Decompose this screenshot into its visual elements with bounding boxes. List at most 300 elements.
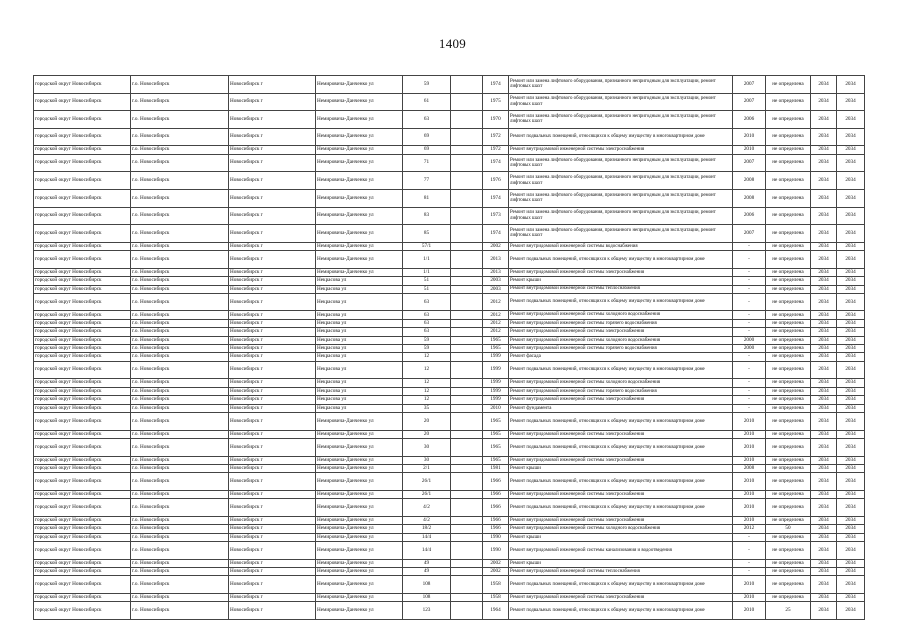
cell-building (451, 285, 483, 293)
cell-cost: не определена (766, 128, 811, 146)
table-row (34, 568, 865, 576)
cell-district: г.о. Новосибирск (131, 319, 229, 327)
cell-building (451, 456, 483, 464)
cell-building (451, 404, 483, 412)
cell-house-number: 4/2 (403, 516, 451, 524)
cell-house-number: 59 (403, 76, 451, 94)
cell-municipality: городской округ Новосибирск (34, 533, 131, 541)
cell-house-number: 63 (403, 328, 451, 336)
cell-building (451, 464, 483, 472)
cell-locality: Новосибирск г (229, 76, 316, 94)
cell-municipality: городской округ Новосибирск (34, 525, 131, 533)
cell-year-built: 1999 (483, 396, 509, 404)
cell-cost: не определена (766, 438, 811, 456)
cell-street: Некрасова ул (316, 319, 403, 327)
cell-locality: Новосибирск г (229, 473, 316, 491)
cell-plan-end: 2034 (837, 499, 865, 517)
cell-plan-start: 2034 (811, 319, 837, 327)
cell-last-repair-year: - (733, 277, 766, 285)
table-row (34, 76, 865, 94)
cell-plan-end: 2034 (837, 430, 865, 438)
cell-district: г.о. Новосибирск (131, 533, 229, 541)
cell-work-type: Ремонт подвальных помещений, относящихся к общему имуществу в многоквартирном доме (509, 499, 733, 517)
cell-cost: не определена (766, 361, 811, 379)
cell-municipality: городской округ Новосибирск (34, 225, 131, 243)
cell-work-type: Ремонт фасада (509, 353, 733, 361)
cell-cost: не определена (766, 146, 811, 154)
cell-work-type: Ремонт внутридомовой инженерной системы теплоснабжения (509, 285, 733, 293)
cell-street: Немировича-Данченко ул (316, 456, 403, 464)
cell-district: г.о. Новосибирск (131, 93, 229, 111)
cell-plan-end: 2034 (837, 438, 865, 456)
cell-cost: не определена (766, 542, 811, 560)
cell-house-number: 12 (403, 396, 451, 404)
cell-cost: не определена (766, 456, 811, 464)
cell-plan-start: 2034 (811, 345, 837, 353)
table-row (34, 311, 865, 319)
cell-building (451, 172, 483, 190)
table-row (34, 128, 865, 146)
cell-street: Немировича-Данченко ул (316, 412, 403, 430)
cell-year-built: 1965 (483, 345, 509, 353)
cell-last-repair-year: 2007 (733, 225, 766, 243)
cell-house-number: 63 (403, 319, 451, 327)
cell-cost: не определена (766, 430, 811, 438)
cell-last-repair-year: 2010 (733, 438, 766, 456)
cell-plan-start: 2034 (811, 379, 837, 387)
cell-street: Некрасова ул (316, 404, 403, 412)
cell-locality: Новосибирск г (229, 404, 316, 412)
cell-house-number: 69 (403, 128, 451, 146)
cell-work-type: Ремонт подвальных помещений, относящихся к общему имуществу в многоквартирном доме (509, 473, 733, 491)
cell-plan-end: 2034 (837, 154, 865, 172)
cell-cost: не определена (766, 93, 811, 111)
cell-building (451, 602, 483, 620)
cell-building (451, 146, 483, 154)
cell-plan-start: 2034 (811, 594, 837, 602)
cell-locality: Новосибирск г (229, 207, 316, 225)
table-row (34, 172, 865, 190)
cell-building (451, 387, 483, 395)
cell-year-built: 1976 (483, 172, 509, 190)
cell-work-type: Ремонт внутридомовой инженерной системы холодного водоснабжения (509, 311, 733, 319)
cell-district: г.о. Новосибирск (131, 76, 229, 94)
cell-work-type: Ремонт внутридомовой инженерной системы горячего водоснабжения (509, 345, 733, 353)
table-row (34, 336, 865, 344)
cell-district: г.о. Новосибирск (131, 473, 229, 491)
cell-last-repair-year: - (733, 404, 766, 412)
cell-locality: Новосибирск г (229, 172, 316, 190)
cell-last-repair-year: - (733, 353, 766, 361)
cell-plan-end: 2034 (837, 464, 865, 472)
cell-work-type: Ремонт внутридомовой инженерной системы электроснабжения (509, 396, 733, 404)
cell-municipality: городской округ Новосибирск (34, 328, 131, 336)
cell-plan-end: 2034 (837, 516, 865, 524)
cell-street: Немировича-Данченко ул (316, 464, 403, 472)
cell-street: Немировича-Данченко ул (316, 516, 403, 524)
table-row (34, 293, 865, 311)
cell-last-repair-year: - (733, 542, 766, 560)
cell-plan-start: 2034 (811, 396, 837, 404)
cell-work-type: Ремонт внутридомовой инженерной системы электроснабжения (509, 430, 733, 438)
cell-locality: Новосибирск г (229, 594, 316, 602)
cell-municipality: городской округ Новосибирск (34, 293, 131, 311)
cell-street: Немировича-Данченко ул (316, 93, 403, 111)
cell-house-number: 12 (403, 379, 451, 387)
cell-municipality: городской округ Новосибирск (34, 336, 131, 344)
cell-cost: 25 (766, 602, 811, 620)
cell-year-built: 1981 (483, 464, 509, 472)
cell-year-built: 1999 (483, 387, 509, 395)
cell-cost: не определена (766, 345, 811, 353)
cell-year-built: 2013 (483, 268, 509, 276)
cell-municipality: городской округ Новосибирск (34, 396, 131, 404)
cell-last-repair-year: - (733, 533, 766, 541)
cell-district: г.о. Новосибирск (131, 285, 229, 293)
cell-locality: Новосибирск г (229, 189, 316, 207)
cell-house-number: 108 (403, 576, 451, 594)
cell-work-type: Ремонт внутридомовой инженерной системы водоснабжения (509, 242, 733, 250)
cell-last-repair-year: 2007 (733, 154, 766, 172)
cell-plan-start: 2034 (811, 328, 837, 336)
cell-plan-start: 2034 (811, 568, 837, 576)
cell-year-built: 2002 (483, 242, 509, 250)
cell-municipality: городской округ Новосибирск (34, 207, 131, 225)
cell-district: г.о. Новосибирск (131, 499, 229, 517)
cell-building (451, 189, 483, 207)
cell-plan-end: 2034 (837, 311, 865, 319)
cell-district: г.о. Новосибирск (131, 189, 229, 207)
cell-year-built: 1965 (483, 412, 509, 430)
cell-building (451, 568, 483, 576)
table-row (34, 225, 865, 243)
cell-plan-end: 2034 (837, 576, 865, 594)
cell-street: Немировича-Данченко ул (316, 268, 403, 276)
cell-house-number: 20 (403, 412, 451, 430)
cell-district: г.о. Новосибирск (131, 516, 229, 524)
cell-year-built: 1958 (483, 576, 509, 594)
cell-municipality: городской округ Новосибирск (34, 464, 131, 472)
cell-street: Немировича-Данченко ул (316, 76, 403, 94)
cell-year-built: 1965 (483, 430, 509, 438)
cell-plan-end: 2034 (837, 387, 865, 395)
cell-building (451, 277, 483, 285)
cell-street: Немировича-Данченко ул (316, 242, 403, 250)
cell-municipality: городской округ Новосибирск (34, 438, 131, 456)
cell-house-number: 71 (403, 154, 451, 172)
cell-district: г.о. Новосибирск (131, 568, 229, 576)
cell-work-type: Ремонт или замена лифтового оборудования, признанного непригодным для эксплуатации, ремонт лифтовых шахт (509, 207, 733, 225)
cell-work-type: Ремонт внутридомовой инженерной системы горячего водоснабжения (509, 319, 733, 327)
cell-plan-start: 2034 (811, 499, 837, 517)
cell-municipality: городской округ Новосибирск (34, 93, 131, 111)
cell-last-repair-year: 2000 (733, 336, 766, 344)
cell-locality: Новосибирск г (229, 568, 316, 576)
cell-locality: Новосибирск г (229, 361, 316, 379)
cell-plan-start: 2034 (811, 559, 837, 567)
cell-year-built: 1966 (483, 490, 509, 498)
cell-last-repair-year: 2010 (733, 430, 766, 438)
cell-street: Немировича-Данченко ул (316, 430, 403, 438)
cell-year-built: 1999 (483, 361, 509, 379)
cell-street: Некрасова ул (316, 277, 403, 285)
cell-work-type: Ремонт или замена лифтового оборудования, признанного непригодным для эксплуатации, ремонт лифтовых шахт (509, 225, 733, 243)
cell-year-built: 1974 (483, 76, 509, 94)
cell-house-number: 51 (403, 277, 451, 285)
cell-street: Немировича-Данченко ул (316, 154, 403, 172)
cell-building (451, 311, 483, 319)
cell-work-type: Ремонт или замена лифтового оборудования, признанного непригодным для эксплуатации, ремонт лифтовых шахт (509, 189, 733, 207)
cell-plan-end: 2034 (837, 559, 865, 567)
cell-year-built: 2012 (483, 319, 509, 327)
cell-building (451, 251, 483, 269)
cell-cost: не определена (766, 172, 811, 190)
cell-house-number: 14/4 (403, 542, 451, 560)
table-row (34, 430, 865, 438)
table-row (34, 516, 865, 524)
table-row (34, 533, 865, 541)
register-body (34, 76, 865, 620)
cell-locality: Новосибирск г (229, 251, 316, 269)
cell-plan-end: 2034 (837, 285, 865, 293)
cell-plan-start: 2034 (811, 404, 837, 412)
cell-locality: Новосибирск г (229, 387, 316, 395)
cell-work-type: Ремонт подвальных помещений, относящихся к общему имуществу в многоквартирном доме (509, 251, 733, 269)
cell-year-built: 1970 (483, 111, 509, 129)
table-row (34, 473, 865, 491)
cell-plan-start: 2034 (811, 268, 837, 276)
cell-year-built: 1966 (483, 473, 509, 491)
cell-last-repair-year: - (733, 311, 766, 319)
cell-work-type: Ремонт внутридомовой инженерной системы электроснабжения (509, 146, 733, 154)
cell-building (451, 353, 483, 361)
cell-street: Немировича-Данченко ул (316, 568, 403, 576)
cell-street: Немировича-Данченко ул (316, 576, 403, 594)
cell-municipality: городской округ Новосибирск (34, 319, 131, 327)
cell-building (451, 242, 483, 250)
cell-district: г.о. Новосибирск (131, 111, 229, 129)
cell-building (451, 268, 483, 276)
cell-street: Немировича-Данченко ул (316, 542, 403, 560)
cell-plan-end: 2034 (837, 251, 865, 269)
cell-municipality: городской округ Новосибирск (34, 345, 131, 353)
cell-last-repair-year: 2010 (733, 128, 766, 146)
cell-cost: не определена (766, 594, 811, 602)
cell-plan-end: 2034 (837, 328, 865, 336)
cell-cost: не определена (766, 387, 811, 395)
cell-municipality: городской округ Новосибирск (34, 559, 131, 567)
cell-year-built: 1974 (483, 154, 509, 172)
cell-municipality: городской округ Новосибирск (34, 602, 131, 620)
cell-district: г.о. Новосибирск (131, 396, 229, 404)
cell-last-repair-year: 2008 (733, 172, 766, 190)
cell-street: Немировича-Данченко ул (316, 473, 403, 491)
cell-street: Немировича-Данченко ул (316, 533, 403, 541)
cell-last-repair-year: 2012 (733, 525, 766, 533)
cell-last-repair-year: - (733, 242, 766, 250)
cell-work-type: Ремонт внутридомовой инженерной системы электроснабжения (509, 516, 733, 524)
cell-house-number: 30 (403, 456, 451, 464)
cell-last-repair-year: - (733, 285, 766, 293)
cell-street: Немировича-Данченко ул (316, 225, 403, 243)
cell-work-type: Ремонт крыши (509, 277, 733, 285)
cell-building (451, 111, 483, 129)
cell-plan-start: 2034 (811, 533, 837, 541)
cell-house-number: 18/2 (403, 525, 451, 533)
cell-street: Немировича-Данченко ул (316, 146, 403, 154)
cell-district: г.о. Новосибирск (131, 328, 229, 336)
cell-municipality: городской округ Новосибирск (34, 146, 131, 154)
cell-last-repair-year: 2010 (733, 499, 766, 517)
cell-plan-end: 2034 (837, 207, 865, 225)
cell-last-repair-year: 2007 (733, 93, 766, 111)
cell-last-repair-year: 2006 (733, 111, 766, 129)
cell-district: г.о. Новосибирск (131, 464, 229, 472)
cell-plan-end: 2034 (837, 473, 865, 491)
cell-house-number: 30 (403, 438, 451, 456)
cell-plan-start: 2034 (811, 128, 837, 146)
table-row (34, 559, 865, 567)
cell-house-number: 12 (403, 353, 451, 361)
cell-district: г.о. Новосибирск (131, 207, 229, 225)
cell-cost: не определена (766, 353, 811, 361)
cell-plan-start: 2034 (811, 76, 837, 94)
cell-plan-start: 2034 (811, 336, 837, 344)
cell-work-type: Ремонт подвальных помещений, относящихся к общему имуществу в многоквартирном доме (509, 293, 733, 311)
cell-last-repair-year: 2010 (733, 602, 766, 620)
cell-year-built: 2013 (483, 251, 509, 269)
cell-municipality: городской округ Новосибирск (34, 576, 131, 594)
table-row (34, 353, 865, 361)
cell-house-number: 63 (403, 111, 451, 129)
cell-locality: Новосибирск г (229, 499, 316, 517)
table-row (34, 251, 865, 269)
cell-building (451, 154, 483, 172)
cell-plan-end: 2034 (837, 379, 865, 387)
cell-plan-start: 2034 (811, 93, 837, 111)
cell-district: г.о. Новосибирск (131, 379, 229, 387)
cell-house-number: 26/1 (403, 473, 451, 491)
cell-last-repair-year: 2010 (733, 576, 766, 594)
cell-last-repair-year: 2000 (733, 345, 766, 353)
cell-plan-start: 2034 (811, 172, 837, 190)
cell-district: г.о. Новосибирск (131, 345, 229, 353)
cell-house-number: 12 (403, 387, 451, 395)
cell-municipality: городской округ Новосибирск (34, 76, 131, 94)
cell-last-repair-year: - (733, 559, 766, 567)
table-row (34, 207, 865, 225)
cell-plan-end: 2034 (837, 172, 865, 190)
cell-municipality: городской округ Новосибирск (34, 473, 131, 491)
cell-municipality: городской округ Новосибирск (34, 277, 131, 285)
cell-locality: Новосибирск г (229, 412, 316, 430)
cell-plan-start: 2034 (811, 285, 837, 293)
cell-building (451, 490, 483, 498)
cell-building (451, 293, 483, 311)
cell-last-repair-year: - (733, 251, 766, 269)
cell-plan-end: 2034 (837, 242, 865, 250)
table-row (34, 456, 865, 464)
cell-plan-end: 2034 (837, 93, 865, 111)
cell-building (451, 93, 483, 111)
cell-plan-start: 2034 (811, 361, 837, 379)
cell-district: г.о. Новосибирск (131, 430, 229, 438)
cell-cost: не определена (766, 76, 811, 94)
cell-plan-start: 2034 (811, 542, 837, 560)
cell-year-built: 1966 (483, 525, 509, 533)
cell-district: г.о. Новосибирск (131, 172, 229, 190)
cell-municipality: городской округ Новосибирск (34, 404, 131, 412)
cell-work-type: Ремонт подвальных помещений, относящихся к общему имуществу в многоквартирном доме (509, 128, 733, 146)
cell-building (451, 128, 483, 146)
cell-house-number: 1/1 (403, 251, 451, 269)
cell-street: Некрасова ул (316, 379, 403, 387)
cell-house-number: 69 (403, 146, 451, 154)
cell-last-repair-year: 2007 (733, 76, 766, 94)
cell-district: г.о. Новосибирск (131, 154, 229, 172)
cell-plan-start: 2034 (811, 353, 837, 361)
cell-locality: Новосибирск г (229, 146, 316, 154)
cell-plan-end: 2034 (837, 111, 865, 129)
cell-plan-end: 2034 (837, 293, 865, 311)
cell-locality: Новосибирск г (229, 559, 316, 567)
table-row (34, 542, 865, 560)
cell-municipality: городской округ Новосибирск (34, 456, 131, 464)
cell-work-type: Ремонт внутридомовой инженерной системы холодного водоснабжения (509, 336, 733, 344)
cell-locality: Новосибирск г (229, 525, 316, 533)
table-row (34, 285, 865, 293)
cell-cost: не определена (766, 499, 811, 517)
table-row (34, 602, 865, 620)
cell-building (451, 396, 483, 404)
cell-street: Немировича-Данченко ул (316, 251, 403, 269)
cell-building (451, 328, 483, 336)
cell-district: г.о. Новосибирск (131, 387, 229, 395)
cell-year-built: 1972 (483, 128, 509, 146)
table-row (34, 387, 865, 395)
cell-cost: не определена (766, 473, 811, 491)
cell-building (451, 473, 483, 491)
cell-cost: не определена (766, 242, 811, 250)
cell-locality: Новосибирск г (229, 111, 316, 129)
cell-house-number: 51 (403, 285, 451, 293)
cell-work-type: Ремонт подвальных помещений, относящихся к общему имуществу в многоквартирном доме (509, 412, 733, 430)
cell-building (451, 412, 483, 430)
cell-street: Немировича-Данченко ул (316, 189, 403, 207)
cell-street: Некрасова ул (316, 396, 403, 404)
cell-work-type: Ремонт крыши (509, 533, 733, 541)
cell-cost: не определена (766, 207, 811, 225)
cell-plan-start: 2034 (811, 602, 837, 620)
cell-street: Немировича-Данченко ул (316, 111, 403, 129)
cell-year-built: 1965 (483, 456, 509, 464)
cell-street: Немировича-Данченко ул (316, 602, 403, 620)
cell-plan-start: 2034 (811, 387, 837, 395)
cell-cost: не определена (766, 277, 811, 285)
cell-locality: Новосибирск г (229, 379, 316, 387)
cell-year-built: 1990 (483, 542, 509, 560)
cell-street: Немировича-Данченко ул (316, 490, 403, 498)
cell-municipality: городской округ Новосибирск (34, 361, 131, 379)
cell-building (451, 438, 483, 456)
cell-work-type: Ремонт крыши (509, 464, 733, 472)
table-row (34, 499, 865, 517)
cell-house-number: 12 (403, 361, 451, 379)
cell-plan-end: 2034 (837, 345, 865, 353)
cell-street: Некрасова ул (316, 285, 403, 293)
cell-year-built: 1965 (483, 336, 509, 344)
cell-last-repair-year: 2010 (733, 412, 766, 430)
